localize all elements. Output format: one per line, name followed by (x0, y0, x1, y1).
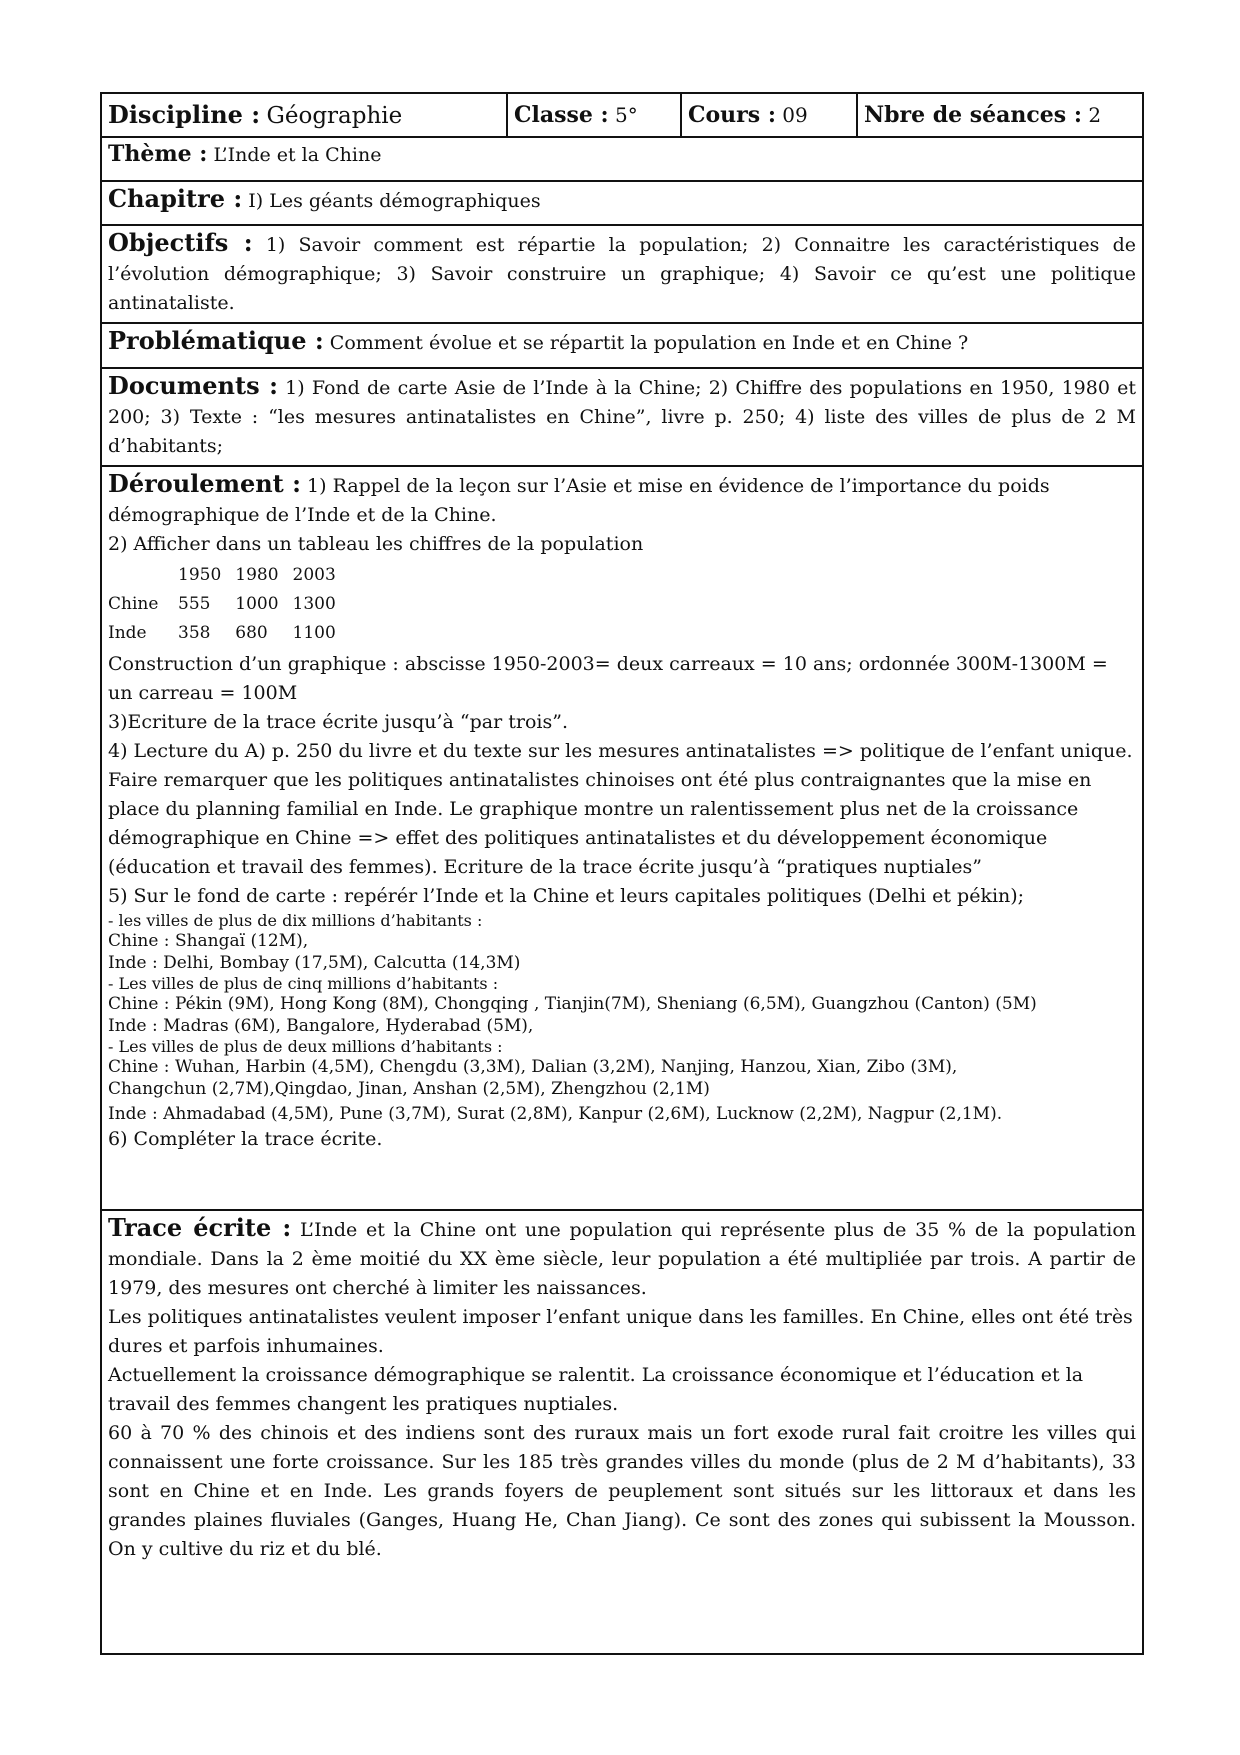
deroulement-row (102, 467, 1142, 1211)
deroulement-p6: 5) Sur le fond de carte : repérér l’Inde et la Chine et leurs capitales politiques (Delhi et pékin); (108, 885, 1025, 907)
cours-cell (682, 94, 858, 136)
list-item: Changchun (2,7M),Qingdao, Jinan, Anshan (2,5M), Zhengzhou (2,1M) (108, 1079, 710, 1099)
seances-cell (858, 94, 1142, 136)
value-cell: 1300 (292, 594, 336, 614)
theme-label: Thème : (108, 141, 208, 167)
header-row (102, 94, 1142, 138)
year-cell: 2003 (292, 565, 336, 585)
trace-p3: Actuellement la croissance démographique se ralentit. La croissance économique et l’éducation et la travail des femmes changent les pratiques nuptiales. (108, 1364, 1084, 1415)
theme-row (102, 138, 1142, 182)
deroulement-p4: 3)Ecriture de la trace écrite jusqu’à “par trois”. (108, 711, 568, 733)
value-cell: 1000 (235, 594, 279, 614)
table-row (108, 619, 350, 648)
seances-value: 2 (1088, 103, 1102, 127)
country-cell: Chine (108, 594, 159, 614)
list-item: Inde : Ahmadabad (4,5M), Pune (3,7M), Surat (2,8M), Kanpur (2,6M), Lucknow (2,2M), Nagpur (2,1M). (108, 1104, 1003, 1124)
problematique-label: Problématique : (108, 326, 324, 355)
list-item: - Les villes de plus de deux millions d’habitants : (108, 1037, 503, 1056)
population-table (108, 561, 350, 648)
seances-label: Nbre de séances : (864, 102, 1082, 128)
problematique-value: Comment évolue et se répartit la population en Inde et en Chine ? (329, 332, 969, 354)
classe-cell (508, 94, 682, 136)
value-cell: 680 (235, 623, 268, 643)
country-cell: Inde (108, 623, 147, 643)
value-cell: 1100 (292, 623, 336, 643)
value-cell: 555 (178, 594, 211, 614)
deroulement-p5: 4) Lecture du A) p. 250 du livre et du texte sur les mesures antinatalistes => politique de l’enfant unique. Faire remarquer que les politiques antinatalistes chinoises ont été plus contraignantes que la mise en place du planning familial en Inde. Le graphique montre un ralentissement plus net de la croissance démographique en Chine => effet des politiques antinatalistes et du développement économique (éducation et travail des femmes). Ecriture de la trace écrite jusqu’à “pratiques nuptiales” (108, 740, 1133, 878)
documents-row (102, 369, 1142, 467)
discipline-label: Discipline : (108, 100, 261, 129)
list-item: Inde : Madras (6M), Bangalore, Hyderabad (5M), (108, 1016, 534, 1036)
theme-value: L’Inde et la Chine (213, 144, 382, 166)
lesson-sheet (100, 92, 1144, 1655)
list-item: - Les villes de plus de cinq millions d’habitants : (108, 974, 499, 993)
year-cell: 1950 (178, 565, 222, 585)
cities-list (108, 911, 1136, 1125)
objectifs-row (102, 226, 1142, 324)
list-item: Chine : Shangaï (12M), (108, 931, 309, 951)
population-table-header (108, 561, 350, 590)
list-item: Chine : Pékin (9M), Hong Kong (8M), Chongqing , Tianjin(7M), Sheniang (6,5M), Guangzhou (Canton) (5M) (108, 994, 1037, 1014)
objectifs-label: Objectifs : (108, 228, 253, 257)
chapitre-label: Chapitre : (108, 184, 243, 213)
problematique-row (102, 324, 1142, 369)
discipline-cell (102, 94, 508, 136)
deroulement-p1: 1) Rappel de la leçon sur l’Asie et mise en évidence de l’importance du poids démographique de l’Inde et de la Chine. (108, 475, 1050, 526)
documents-label: Documents : (108, 371, 278, 400)
list-item: Chine : Wuhan, Harbin (4,5M), Chengdu (3,3M), Dalian (3,2M), Nanjing, Hanzou, Xian, Zibo (3M), (108, 1057, 958, 1077)
objectifs-value: 1) Savoir comment est répartie la population; 2) Connaitre les caractéristiques de l’évolution démographique; 3) Savoir construire un graphique; 4) Savoir ce qu’est une politique antinataliste. (108, 234, 1136, 314)
year-cell: 1980 (235, 565, 279, 585)
classe-label: Classe : (514, 102, 609, 128)
list-item: - les villes de plus de dix millions d’habitants : (108, 911, 483, 930)
trace-p1-wrap (108, 1213, 1136, 1303)
value-cell: 358 (178, 623, 211, 643)
deroulement-label: Déroulement : (108, 469, 301, 498)
discipline-value: Géographie (266, 103, 403, 129)
trace-p2: Les politiques antinatalistes veulent imposer l’enfant unique dans les familles. En Chine, elles ont été très dures et parfois inhumaines. (108, 1306, 1133, 1357)
classe-value: 5° (615, 103, 638, 127)
trace-ecrite-row (102, 1211, 1142, 1653)
deroulement-intro (108, 469, 1136, 530)
list-item: Inde : Delhi, Bombay (17,5M), Calcutta (14,3M) (108, 953, 521, 973)
documents-value: 1) Fond de carte Asie de l’Inde à la Chine; 2) Chiffre des populations en 1950, 1980 et 200; 3) Texte : “les mesures antinatalistes en Chine”, livre p. 250; 4) liste des villes de plus de 2 M d’habitants; (108, 377, 1136, 457)
trace-p4: 60 à 70 % des chinois et des indiens sont des ruraux mais un fort exode rural fait croitre les villes qui connaissent une forte croissance. Sur les 185 très grandes villes du monde (plus de 2 M d’habitants), 33 sont en Chine et en Inde. Les grands foyers de peuplement sont situés sur les littoraux et dans les grandes plaines fluviales (Ganges, Huang He, Chan Jiang). Ce sont des zones qui subissent la Mousson. On y cultive du riz et du blé. (108, 1422, 1136, 1560)
deroulement-p3: Construction d’un graphique : abscisse 1950-2003= deux carreaux = 10 ans; ordonnée 300M-1300M = un carreau = 100M (108, 653, 1108, 704)
deroulement-p2: 2) Afficher dans un tableau les chiffres de la population (108, 533, 644, 555)
cours-label: Cours : (688, 102, 776, 128)
table-row (108, 590, 350, 619)
chapitre-row (102, 182, 1142, 226)
deroulement-p7: 6) Compléter la trace écrite. (108, 1128, 383, 1150)
cours-value: 09 (782, 103, 808, 127)
trace-label: Trace écrite : (108, 1213, 292, 1242)
trace-p1: L’Inde et la Chine ont une population qui représente plus de 35 % de la population mondiale. Dans la 2 ème moitié du XX ème siècle, leur population a été multipliée par trois. A partir de 1979, des mesures ont cherché à limiter les naissances. (108, 1219, 1136, 1299)
chapitre-value: I) Les géants démographiques (248, 190, 541, 212)
